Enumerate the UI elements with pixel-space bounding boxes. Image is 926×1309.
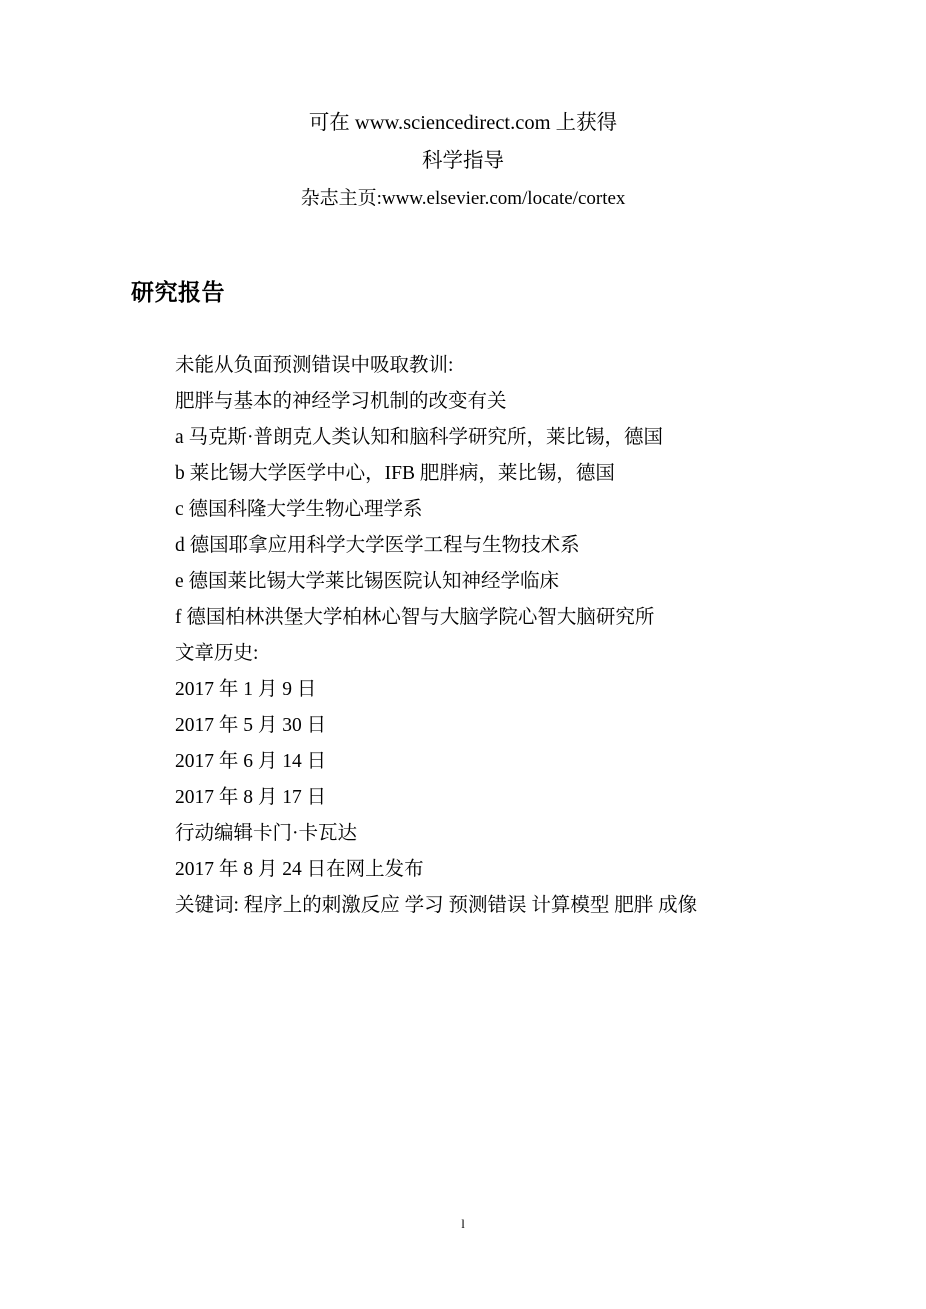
action-editor: 行动编辑卡门·卡瓦达 [175, 823, 357, 844]
page-title: 研究报告 [131, 279, 225, 305]
header-line-homepage[interactable]: 杂志主页:www.elsevier.com/locate/cortex [300, 188, 626, 209]
affiliation-d: d 德国耶拿应用科学大学医学工程与生物技术系 [175, 535, 580, 556]
header-line-availability: 可在 www.sciencedirect.com 上获得 [308, 112, 618, 134]
article-body [175, 348, 875, 924]
article-history-label: 文章历史: [175, 643, 259, 664]
history-date-revised-1: 2017 年 5 月 30 日 [175, 715, 327, 736]
header-line-publisher: 科学指导 [422, 150, 504, 172]
affiliation-c: c 德国科隆大学生物心理学系 [175, 499, 423, 520]
published-online: 2017 年 8 月 24 日在网上发布 [175, 859, 424, 880]
page-number: l [461, 1216, 465, 1231]
affiliation-b: b 莱比锡大学医学中心，IFB 肥胖病，莱比锡，德国 [175, 463, 615, 484]
affiliation-a: a 马克斯·普朗克人类认知和脑科学研究所，莱比锡，德国 [175, 427, 664, 448]
history-date-revised-2: 2017 年 6 月 14 日 [175, 751, 327, 772]
article-title-line-2: 肥胖与基本的神经学习机制的改变有关 [175, 391, 507, 412]
article-title-line-1: 未能从负面预测错误中吸取教训: [175, 355, 454, 376]
history-date-received: 2017 年 1 月 9 日 [175, 679, 317, 700]
journal-header [0, 104, 926, 218]
history-date-accepted: 2017 年 8 月 17 日 [175, 787, 327, 808]
keywords: 关键词: 程序上的刺激反应 学习 预测错误 计算模型 肥胖 成像 [175, 895, 698, 916]
affiliation-e: e 德国莱比锡大学莱比锡医院认知神经学临床 [175, 571, 560, 592]
affiliation-f: f 德国柏林洪堡大学柏林心智与大脑学院心智大脑研究所 [175, 607, 655, 628]
